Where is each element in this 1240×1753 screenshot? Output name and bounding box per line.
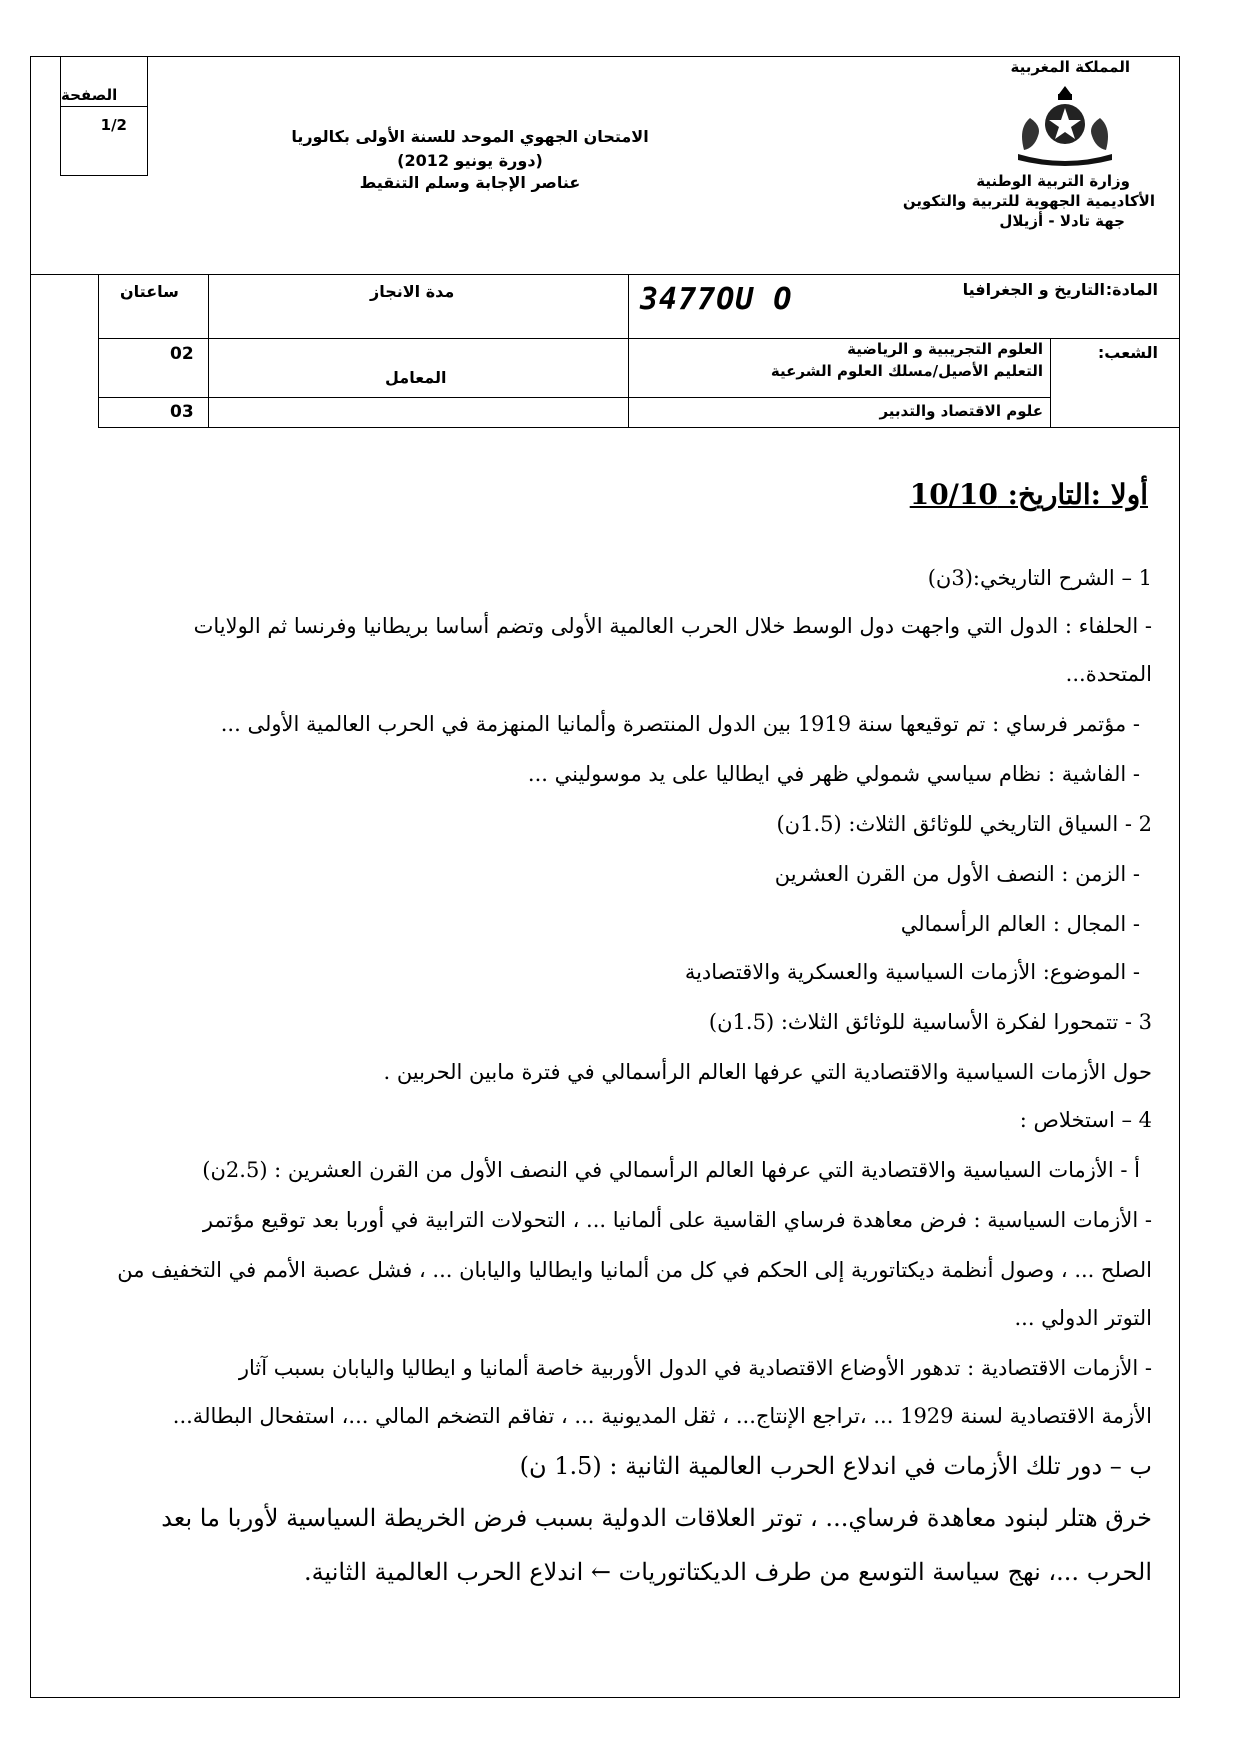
- subject-label: المادة:: [1105, 280, 1158, 299]
- q4a-political-cont2: التوتر الدولي ...: [1014, 1306, 1152, 1330]
- kingdom-label: المملكة المغربية: [1010, 58, 1130, 76]
- coef-value-2: 03: [170, 402, 194, 422]
- stream-religious: التعليم الأصيل/مسلك العلوم الشرعية: [770, 362, 1043, 380]
- stream-economics: علوم الاقتصاد والتدبير: [879, 402, 1043, 420]
- academy-label: الأكاديمية الجهوية للتربية والتكوين: [902, 192, 1155, 210]
- q4a-political: - الأزمات السياسية : فرض معاهدة فرساي القاسية على ألمانيا ... ، التحولات الترابية في أوربا بعد توقيع مؤتمر: [202, 1208, 1152, 1232]
- exam-subtitle: عناصر الإجابة وسلم التنقيط: [359, 173, 581, 192]
- q4a-economic-cont: الأزمة الاقتصادية لسنة 1929 ... ،تراجع الإنتاج... ، ثقل المديونية ... ، تفاقم التضخم المالي ...، استفحال البطالة...: [172, 1404, 1152, 1428]
- q4b-heading: ب – دور تلك الأزمات في اندلاع الحرب العالمية الثانية : (1.5 ن): [519, 1452, 1152, 1480]
- q1-heading: 1 – الشرح التاريخي:(3ن): [927, 566, 1152, 590]
- q4-heading: 4 – استخلاص :: [1019, 1108, 1152, 1132]
- page-number-box: [60, 56, 148, 176]
- q4b-answer: خرق هتلر لبنود معاهدة فرساي... ، توتر العلاقات الدولية بسبب فرض الخريطة السياسية لأوربا ما بعد: [161, 1504, 1152, 1532]
- ministry-label: وزارة التربية الوطنية: [976, 172, 1130, 190]
- handwritten-code: 3477OU O: [640, 282, 793, 317]
- q1-allies-cont: المتحدة...: [1065, 662, 1152, 686]
- stream-science: العلوم التجريبية و الرياضية: [847, 340, 1043, 358]
- q2-heading: 2 - السياق التاريخي للوثائق الثلاث: (1.5ن): [776, 812, 1152, 836]
- duration-value: ساعتان: [120, 282, 179, 301]
- q4a-political-cont1: الصلح ... ، وصول أنظمة ديكتاتورية إلى الحكم في كل من ألمانيا وايطاليا واليابان ... ، فشل عصبة الأمم في التخفيف من: [117, 1258, 1152, 1282]
- exam-session: (دورة يونيو 2012): [397, 151, 543, 170]
- streams-label: الشعب:: [1097, 343, 1158, 362]
- q2-time: - الزمن : النصف الأول من القرن العشرين: [774, 862, 1140, 886]
- q1-allies: - الحلفاء : الدول التي واجهت دول الوسط خلال الحرب العالمية الأولى وتضم أساسا بريطانيا وفرنسا ثم الولايات: [193, 614, 1152, 638]
- page-value: 1/2: [100, 116, 127, 134]
- q4b-answer-cont: الحرب ...، نهج سياسة التوسع من طرف الديكتاتوريات ← اندلاع الحرب العالمية الثانية.: [303, 1558, 1152, 1586]
- q4a-heading: أ - الأزمات السياسية والاقتصادية التي عرفها العالم الرأسمالي في النصف الأول من القرن العشرين : (2.5ن): [202, 1158, 1140, 1182]
- section-title: أولا :التاريخ: 10/10: [909, 478, 1148, 511]
- q3-answer: حول الأزمات السياسية والاقتصادية التي عرفها العالم الرأسمالي في فترة مابين الحربين .: [383, 1060, 1152, 1084]
- exam-title: الامتحان الجهوي الموحد للسنة الأولى بكالوريا: [291, 127, 649, 146]
- coef-label: المعامل: [385, 368, 447, 387]
- region-label: جهة تادلا - أزيلال: [999, 212, 1125, 230]
- subject-value: التاريخ و الجغرافيا: [962, 280, 1105, 299]
- page-label: الصفحة: [61, 86, 118, 104]
- duration-label: مدة الانجاز: [370, 282, 455, 301]
- q2-space: - المجال : العالم الرأسمالي: [900, 912, 1140, 936]
- coef-value-1: 02: [170, 344, 194, 364]
- q1-versailles: - مؤتمر فرساي : تم توقيعها سنة 1919 بين الدول المنتصرة وألمانيا المنهزمة في الحرب العالمية الأولى ...: [220, 712, 1140, 736]
- royal-emblem-icon: [1000, 78, 1130, 168]
- q4a-economic: - الأزمات الاقتصادية : تدهور الأوضاع الاقتصادية في الدول الأوربية خاصة ألمانيا و ايطاليا واليابان بسبب آثار: [238, 1356, 1152, 1380]
- q2-topic: - الموضوع: الأزمات السياسية والعسكرية والاقتصادية: [684, 960, 1140, 984]
- q1-fascism: - الفاشية : نظام سياسي شمولي ظهر في ايطاليا على يد موسوليني ...: [527, 762, 1140, 786]
- q3-heading: 3 - تتمحورا لفكرة الأساسية للوثائق الثلاث: (1.5ن): [708, 1010, 1152, 1034]
